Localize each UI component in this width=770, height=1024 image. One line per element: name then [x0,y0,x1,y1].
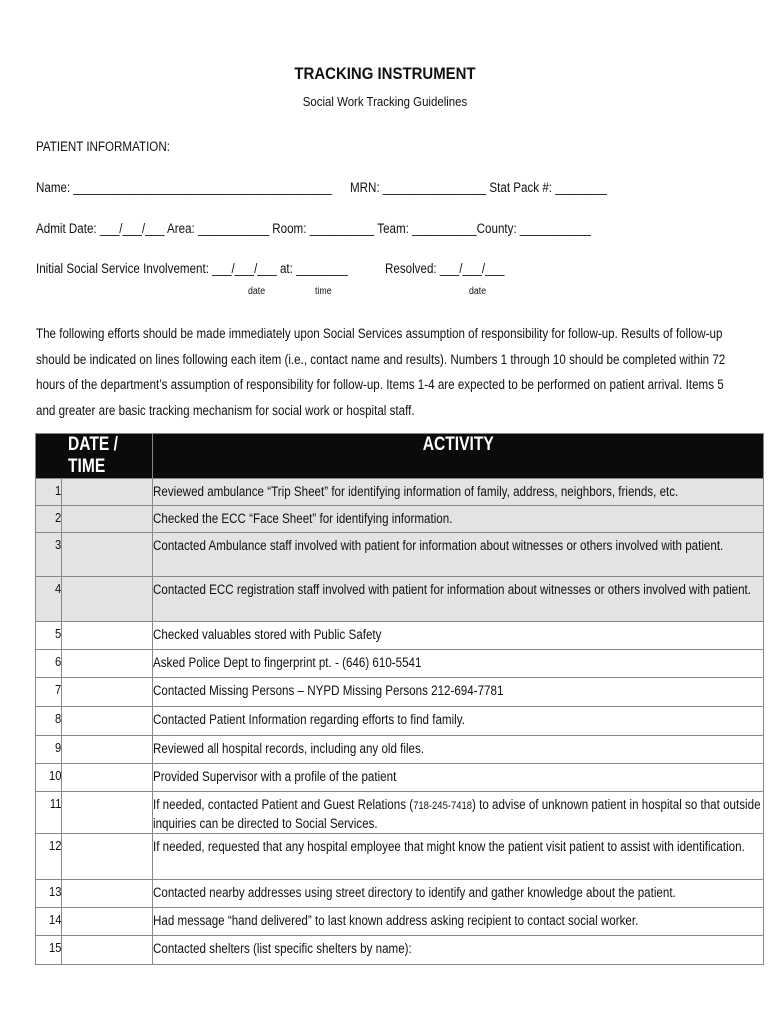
datetime-cell[interactable] [62,792,153,834]
time-caption: time [315,286,332,297]
admit-area-room-team-county-field[interactable]: Admit Date: ___/___/___ Area: ___________ Room: __________ Team: __________County: ___________ [36,221,591,236]
activity-cell: Contacted ECC registration staff involved with patient for information about witnesses or others involved with patient. [153,577,764,622]
row-number: 8 [36,707,62,736]
activity-cell: Checked the ECC “Face Sheet” for identifying information. [153,506,764,533]
mrn-statpack-field[interactable]: MRN: ________________ Stat Pack #: ________ [350,180,607,195]
patient-info-heading: PATIENT INFORMATION: [36,139,170,154]
row-number: 10 [36,764,62,792]
activity-cell: Contacted nearby addresses using street directory to identify and gather knowledge about the patient. [153,880,764,908]
datetime-cell[interactable] [62,577,153,622]
guest-relations-phone: 718-245-7418 [413,800,473,812]
document-title: TRACKING INSTRUMENT [294,64,476,83]
table-row [36,533,764,577]
row-number: 11 [36,792,62,834]
row-number: 6 [36,650,62,678]
activity-cell: Contacted Ambulance staff involved with patient for information about witnesses or others involved with patient. [153,533,764,577]
table-row [36,622,764,650]
datetime-cell[interactable] [62,622,153,650]
resolved-field[interactable]: Resolved: ___/___/___ [385,261,505,276]
datetime-cell[interactable] [62,650,153,678]
name-field[interactable]: Name: ________________________________________ [36,180,332,195]
row-number: 1 [36,479,62,506]
datetime-cell[interactable] [62,764,153,792]
table-row [36,792,764,834]
row-number: 9 [36,736,62,764]
document-subtitle: Social Work Tracking Guidelines [302,94,468,109]
datetime-cell[interactable] [62,908,153,936]
table-row [36,506,764,533]
initial-involvement-field[interactable]: Initial Social Service Involvement: ___/___/___ at: ________ [36,261,348,276]
row-number: 15 [36,936,62,965]
datetime-cell[interactable] [62,479,153,506]
table-row [36,880,764,908]
activity-cell: Contacted Patient Information regarding efforts to find family. [153,707,764,736]
table-row [36,834,764,880]
datetime-cell[interactable] [62,880,153,908]
datetime-cell[interactable] [62,533,153,577]
activity-cell: If needed, contacted Patient and Guest Relations (718-245-7418) to advise of unknown patient in hospital so that outside inquiries can be directed to Social Services. [153,792,764,834]
activity-table [35,433,764,965]
row-number: 5 [36,622,62,650]
activity-cell: Asked Police Dept to fingerprint pt. - (646) 610-5541 [153,650,764,678]
row-number: 12 [36,834,62,880]
datetime-cell[interactable] [62,936,153,965]
row-number: 13 [36,880,62,908]
instructions-paragraph: The following efforts should be made immediately upon Social Services assumption of responsibility for follow-up. Results of follow-up should be indicated on lines following each item (i.e., contact name and results). Numbers 1 through 10 should be completed within 72 hours of the department’s assumption of responsibility for follow-up. Items 1-4 are expected to be performed on patient arrival. Items 5 and greater are basic tracking mechanism for social work or hospital staff. [36,326,726,418]
table-row [36,908,764,936]
activity-cell: Reviewed all hospital records, including any old files. [153,736,764,764]
row-number: 7 [36,678,62,707]
datetime-cell[interactable] [62,736,153,764]
activity-cell: Checked valuables stored with Public Safety [153,622,764,650]
datetime-cell[interactable] [62,678,153,707]
activity-cell: Had message “hand delivered” to last known address asking recipient to contact social worker. [153,908,764,936]
activity-cell: If needed, requested that any hospital employee that might know the patient visit patient to assist with identification. [153,834,764,880]
row-number: 3 [36,533,62,577]
table-row [36,650,764,678]
table-row [36,707,764,736]
row-number: 2 [36,506,62,533]
datetime-cell[interactable] [62,834,153,880]
activity-cell: Contacted shelters (list specific shelters by name): [153,936,764,965]
row-number: 14 [36,908,62,936]
activity-cell: Reviewed ambulance “Trip Sheet” for identifying information of family, address, neighbors, friends, etc. [153,479,764,506]
activity-column-header: ACTIVITY [153,434,764,479]
activity-cell: Contacted Missing Persons – NYPD Missing Persons 212-694-7781 [153,678,764,707]
datetime-column-header: DATE / TIME [36,434,153,479]
table-row [36,678,764,707]
date-caption: date [248,286,266,297]
resolved-date-caption: date [469,286,487,297]
activity-cell: Provided Supervisor with a profile of the patient [153,764,764,792]
table-row [36,736,764,764]
table-row [36,936,764,965]
datetime-cell[interactable] [62,506,153,533]
table-row [36,577,764,622]
table-row [36,764,764,792]
table-header-row [36,434,764,479]
datetime-cell[interactable] [62,707,153,736]
row-number: 4 [36,577,62,622]
table-row [36,479,764,506]
